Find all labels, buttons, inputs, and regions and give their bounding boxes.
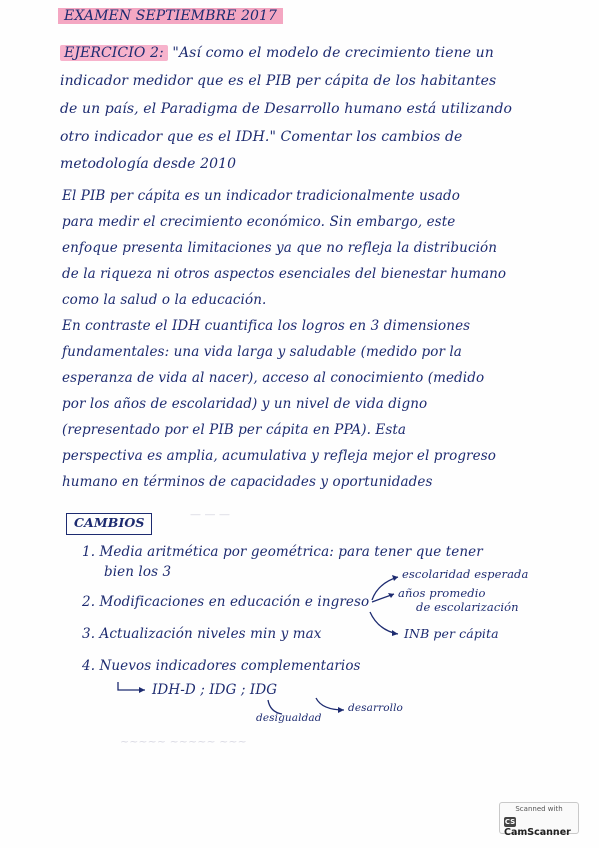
answer-line-12: humano en términos de capacidades y oportunidades (62, 474, 433, 490)
sub-note-desarrollo: desarrollo (348, 702, 403, 714)
answer-line-11: perspectiva es amplia, acumulativa y refleja mejor el progreso (62, 448, 496, 464)
answer-line-10: (representado por el PIB per cápita en PPA). Esta (62, 422, 407, 438)
answer-line-6: En contraste el IDH cuantifica los logros en 3 dimensiones (62, 318, 471, 334)
answer-line-8: esperanza de vida al nacer), acceso al conocimiento (medido (62, 370, 485, 386)
question-text-1: "Así como el modelo de crecimiento tiene un (172, 45, 494, 61)
side-note-escolarizacion: de escolarización (416, 600, 519, 614)
camscanner-logo-icon: CS (504, 817, 516, 826)
answer-line-4: de la riqueza ni otros aspectos esenciales del bienestar humano (62, 266, 507, 282)
answer-line-3: enfoque presenta limitaciones ya que no refleja la distribución (62, 240, 498, 256)
change-item-3: 3. Actualización niveles min y max (82, 626, 322, 642)
answer-line-2: para medir el crecimiento económico. Sin embargo, este (62, 214, 456, 230)
camscanner-brand-text: CamScanner (504, 827, 571, 838)
change-item-1-cont: bien los 3 (104, 564, 172, 580)
change-item-2: 2. Modificaciones en educación e ingreso (82, 594, 370, 610)
change-item-4: 4. Nuevos indicadores complementarios (82, 658, 361, 674)
bleed-through-2: ~~~~~ ~~~~~ ~~~ (120, 735, 247, 748)
scanned-with-text: Scanned with (515, 805, 563, 813)
answer-line-5: como la salud o la educación. (62, 292, 267, 308)
camscanner-brand (504, 816, 576, 838)
side-note-escolaridad: escolaridad esperada (402, 567, 529, 581)
answer-line-1: El PIB per cápita es un indicador tradicionalmente usado (62, 188, 460, 204)
answer-line-9: por los años de escolaridad) y un nivel de vida digno (62, 396, 428, 412)
arrow-to-inb (370, 612, 398, 634)
sub-note-desigualdad: desigualdad (256, 712, 322, 724)
sub-indicators: IDH-D ; IDG ; IDG (152, 682, 278, 698)
question-line-2: indicador medidor que es el PIB per cápita de los habitantes (60, 73, 497, 89)
side-note-inb: INB per cápita (404, 626, 499, 641)
question-line-3: de un país, el Paradigma de Desarrollo humano está utilizando (60, 101, 513, 117)
question-label: EJERCICIO 2: (60, 45, 168, 61)
exam-title-text: EXAMEN SEPTIEMBRE 2017 (58, 8, 283, 24)
change-item-1: 1. Media aritmética por geométrica: para tener que tener (82, 544, 483, 560)
changes-heading: CAMBIOS (74, 515, 145, 530)
side-note-anos: años promedio (398, 586, 486, 600)
bleed-through-1: — — — (190, 508, 230, 521)
question-line-5: metodología desde 2010 (60, 156, 237, 172)
question-line-4: otro indicador que es el IDH." Comentar los cambios de (60, 129, 463, 145)
camscanner-watermark (499, 802, 579, 838)
answer-line-7: fundamentales: una vida larga y saludable (medido por la (62, 344, 462, 360)
